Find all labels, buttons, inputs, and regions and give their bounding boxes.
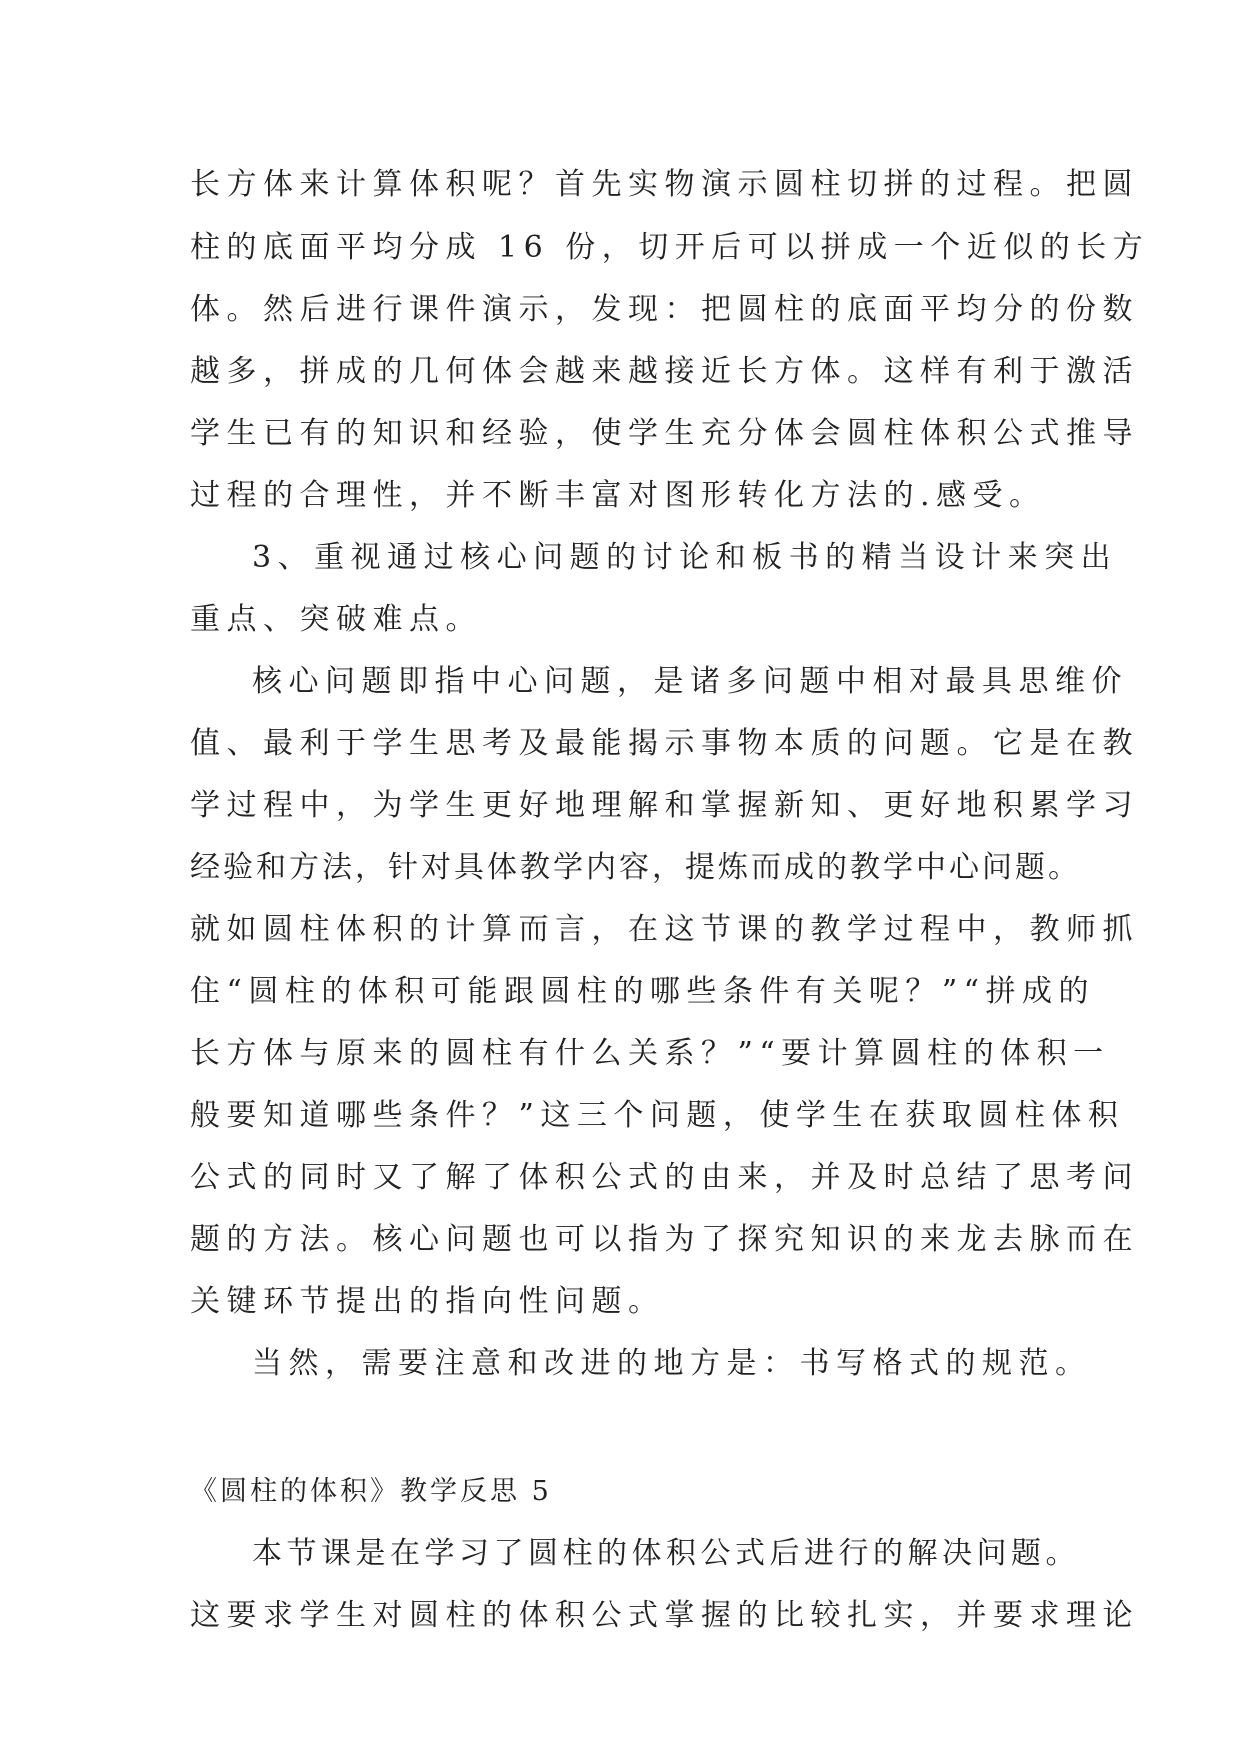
body-text-line: 重点、突破难点。	[190, 602, 482, 637]
body-text-line: 题的方法。核心问题也可以指为了探究知识的来龙去脉而在	[190, 1222, 1139, 1257]
numbered-point-heading: 3、重视通过核心问题的讨论和板书的精当设计来突出	[252, 540, 1118, 575]
section-title: 《圆柱的体积》教学反思 5	[190, 1476, 552, 1507]
body-text-line: 越多，拼成的几何体会越来越接近长方体。这样有利于激活	[190, 354, 1139, 389]
body-text-line: 就如圆柱体积的计算而言，在这节课的教学过程中，教师抓	[190, 912, 1139, 947]
body-text-line: 体。然后进行课件演示，发现：把圆柱的底面平均分的份数	[190, 292, 1139, 327]
body-text-line: 长方体与原来的圆柱有什么关系？”“要计算圆柱的体积一	[190, 1036, 1110, 1071]
body-text-line: 过程的合理性，并不断丰富对图形转化方法的.感受。	[190, 478, 1046, 513]
body-text-line: 值、最利于学生思考及最能揭示事物本质的问题。它是在教	[190, 726, 1139, 761]
body-text-line: 这要求学生对圆柱的体积公式掌握的比较扎实，并要求理论	[190, 1598, 1139, 1633]
paragraph-first-line: 本节课是在学习了圆柱的体积公式后进行的解决问题。	[252, 1536, 1080, 1571]
body-text-line: 学过程中，为学生更好地理解和掌握新知、更好地积累学习	[190, 788, 1139, 823]
body-text-line: 关键环节提出的指向性问题。	[190, 1284, 665, 1319]
body-text-line: 般要知道哪些条件？”这三个问题，使学生在获取圆柱体积	[190, 1098, 1125, 1133]
paragraph-first-line: 核心问题即指中心问题，是诸多问题中相对最具思维价	[252, 664, 1128, 699]
body-text-line: 学生已有的知识和经验，使学生充分体会圆柱体积公式推导	[190, 416, 1139, 451]
body-text-line: 柱的底面平均分成 16 份，切开后可以拼成一个近似的长方	[190, 230, 1150, 265]
body-text-line: 经验和方法，针对具体教学内容，提炼而成的教学中心问题。	[190, 850, 1081, 885]
body-text-line: 住“圆柱的体积可能跟圆柱的哪些条件有关呢？”“拼成的	[190, 974, 1096, 1009]
paragraph-first-line: 当然，需要注意和改进的地方是：书写格式的规范。	[252, 1346, 1092, 1381]
body-text-line: 长方体来计算体积呢？首先实物演示圆柱切拼的过程。把圆	[190, 167, 1139, 202]
body-text-line: 公式的同时又了解了体积公式的由来，并及时总结了思考问	[190, 1160, 1139, 1195]
